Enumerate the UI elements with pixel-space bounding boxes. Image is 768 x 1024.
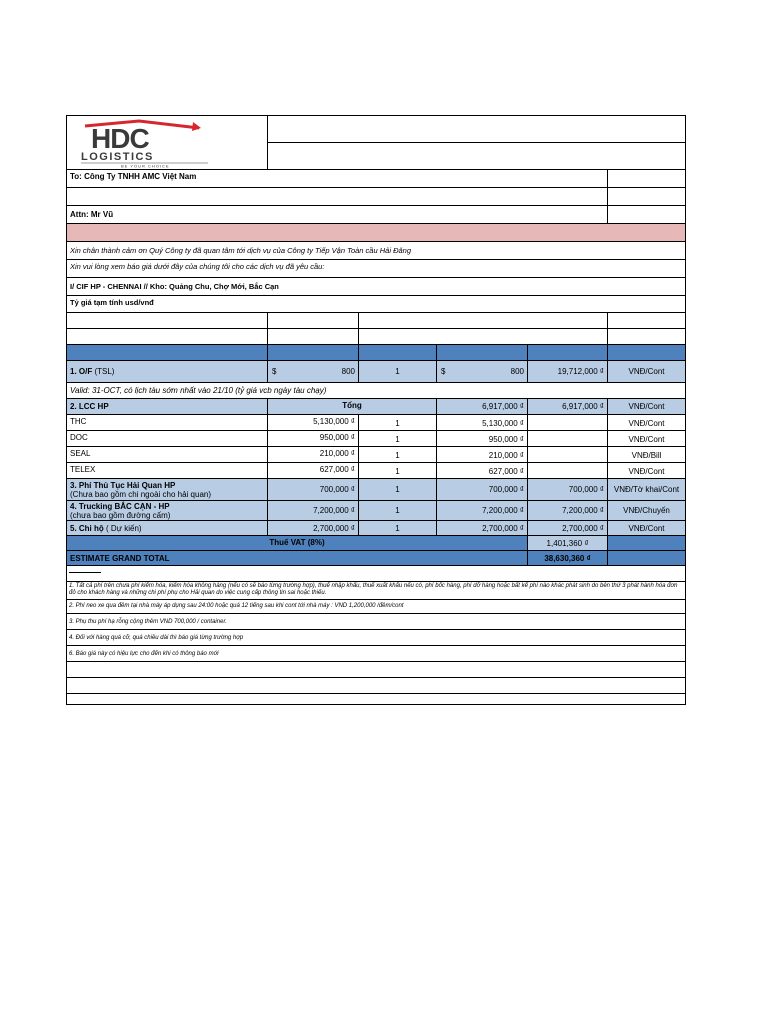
attention: Attn: Mr Vũ [70,210,114,219]
validity-note: Valid: 31-OCT, có lịch tàu sớm nhất vào 21/10 (tỷ giá vcb ngày tàu chạy) [70,386,327,395]
table-row-customs: 3. Phí Thủ Tục Hải Quan HP (Chưa bao gồm chi ngoài cho hải quan) 700,000 ₫ 1 700,000 ₫ 700,000 ₫ VNĐ/Tờ khai/Cont [67,479,685,501]
attn-row [67,206,685,224]
quotation-sheet [66,115,686,705]
table-row: DOC 950,000 ₫ 1 950,000 ₫ VNĐ/Cont [67,431,685,447]
vat-row: Thuế VAT (8%) 1,401,360 ₫ [67,536,685,551]
route: I/ CIF HP - CHENNAI // Kho: Quảng Chu, Chợ Mới, Bắc Cạn [70,282,279,291]
request-text: Xin vui lòng xem báo giá dưới đây của chúng tôi cho các dịch vụ đã yêu cầu: [70,262,325,271]
greeting: Xin chân thành cảm ơn Quý Công ty đã quan tâm tới dịch vụ của Công ty Tiếp Vận Toàn cầu Hải Đăng [70,246,412,255]
table-row-trucking: 4. Trucking BẮC CẠN - HP (chưa bao gồm đường cấm) 7,200,000 ₫ 1 7,200,000 ₫ 7,200,000 ₫ VNĐ/Chuyến [67,501,685,521]
svg-text:BE YOUR CHOICE: BE YOUR CHOICE [121,163,170,168]
grand-total-value: 38,630,360 ₫ [527,551,607,565]
logo-cell [67,116,267,169]
hdc-logo-icon [77,118,212,168]
table-row-chiho: 5. Chi hộ ( Dự kiến) 2,700,000 ₫ 1 2,700,000 ₫ 2,700,000 ₫ VNĐ/Cont [67,521,685,536]
svg-text:LOGISTICS: LOGISTICS [81,151,154,163]
note-row: 6. Báo giá này có hiệu lực cho đến khi có thông báo mới [67,646,685,662]
pink-band [67,224,685,242]
table-row: THC 5,130,000 ₫ 1 5,130,000 ₫ VNĐ/Cont [67,415,685,431]
table-header [67,345,685,361]
exchange-rate-label: Tỷ giá tạm tính usd/vnđ [70,298,154,307]
table-row-of: 1. O/F (TSL) $ 800 1 $ 800 19,712,000 ₫ VNĐ/Cont [67,361,685,383]
note-row: 1. Tất cả phí trên chưa phí kiểm hóa, kiểm hóa không hàng (nếu có sẽ báo từng trường hợp), thuế nhập khẩu, thuế xuất khẩu nếu có, phí bốc hàng, phí dỡ hàng hoặc bất kể phí nào khác phát sinh do bên thứ 3 phát hành hóa đơn đỏ cho khách hàng và những chi phí phụ cho Hải quan do việc cung cấp thông tin sai hoặc thiếu. [67,582,685,600]
title-cell-1 [267,116,685,143]
note-row: 4. Đối với hàng quá cỡ, quá chiều dài thì báo giá từng trường hợp [67,630,685,646]
signature-line [69,572,101,573]
logo-row [67,116,685,170]
svg-text:HDC: HDC [91,123,149,154]
title-cell-2 [267,143,685,169]
grand-total-row: ESTIMATE GRAND TOTAL 38,630,360 ₫ [67,551,685,566]
table-row: SEAL 210,000 ₫ 1 210,000 ₫ VNĐ/Bill [67,447,685,463]
note-row: 2. Phí neo xe qua đêm tại nhà máy áp dụng sau 24:00 hoặc quá 12 tiếng sau khi cont tới nhà máy : VND 1,200,000 /đêm/cont [67,600,685,614]
table-row-lcc: 2. LCC HP Tổng 6,917,000 ₫ 6,917,000 ₫ VNĐ/Cont [67,399,685,415]
to-row [67,170,685,188]
table-row: TELEX 627,000 ₫ 1 627,000 ₫ VNĐ/Cont [67,463,685,479]
note-row: 3. Phụ thu phí hạ rỗng cộng thêm VND 700,000 / container. [67,614,685,630]
recipient: To: Công Ty TNHH AMC Việt Nam [70,172,197,181]
